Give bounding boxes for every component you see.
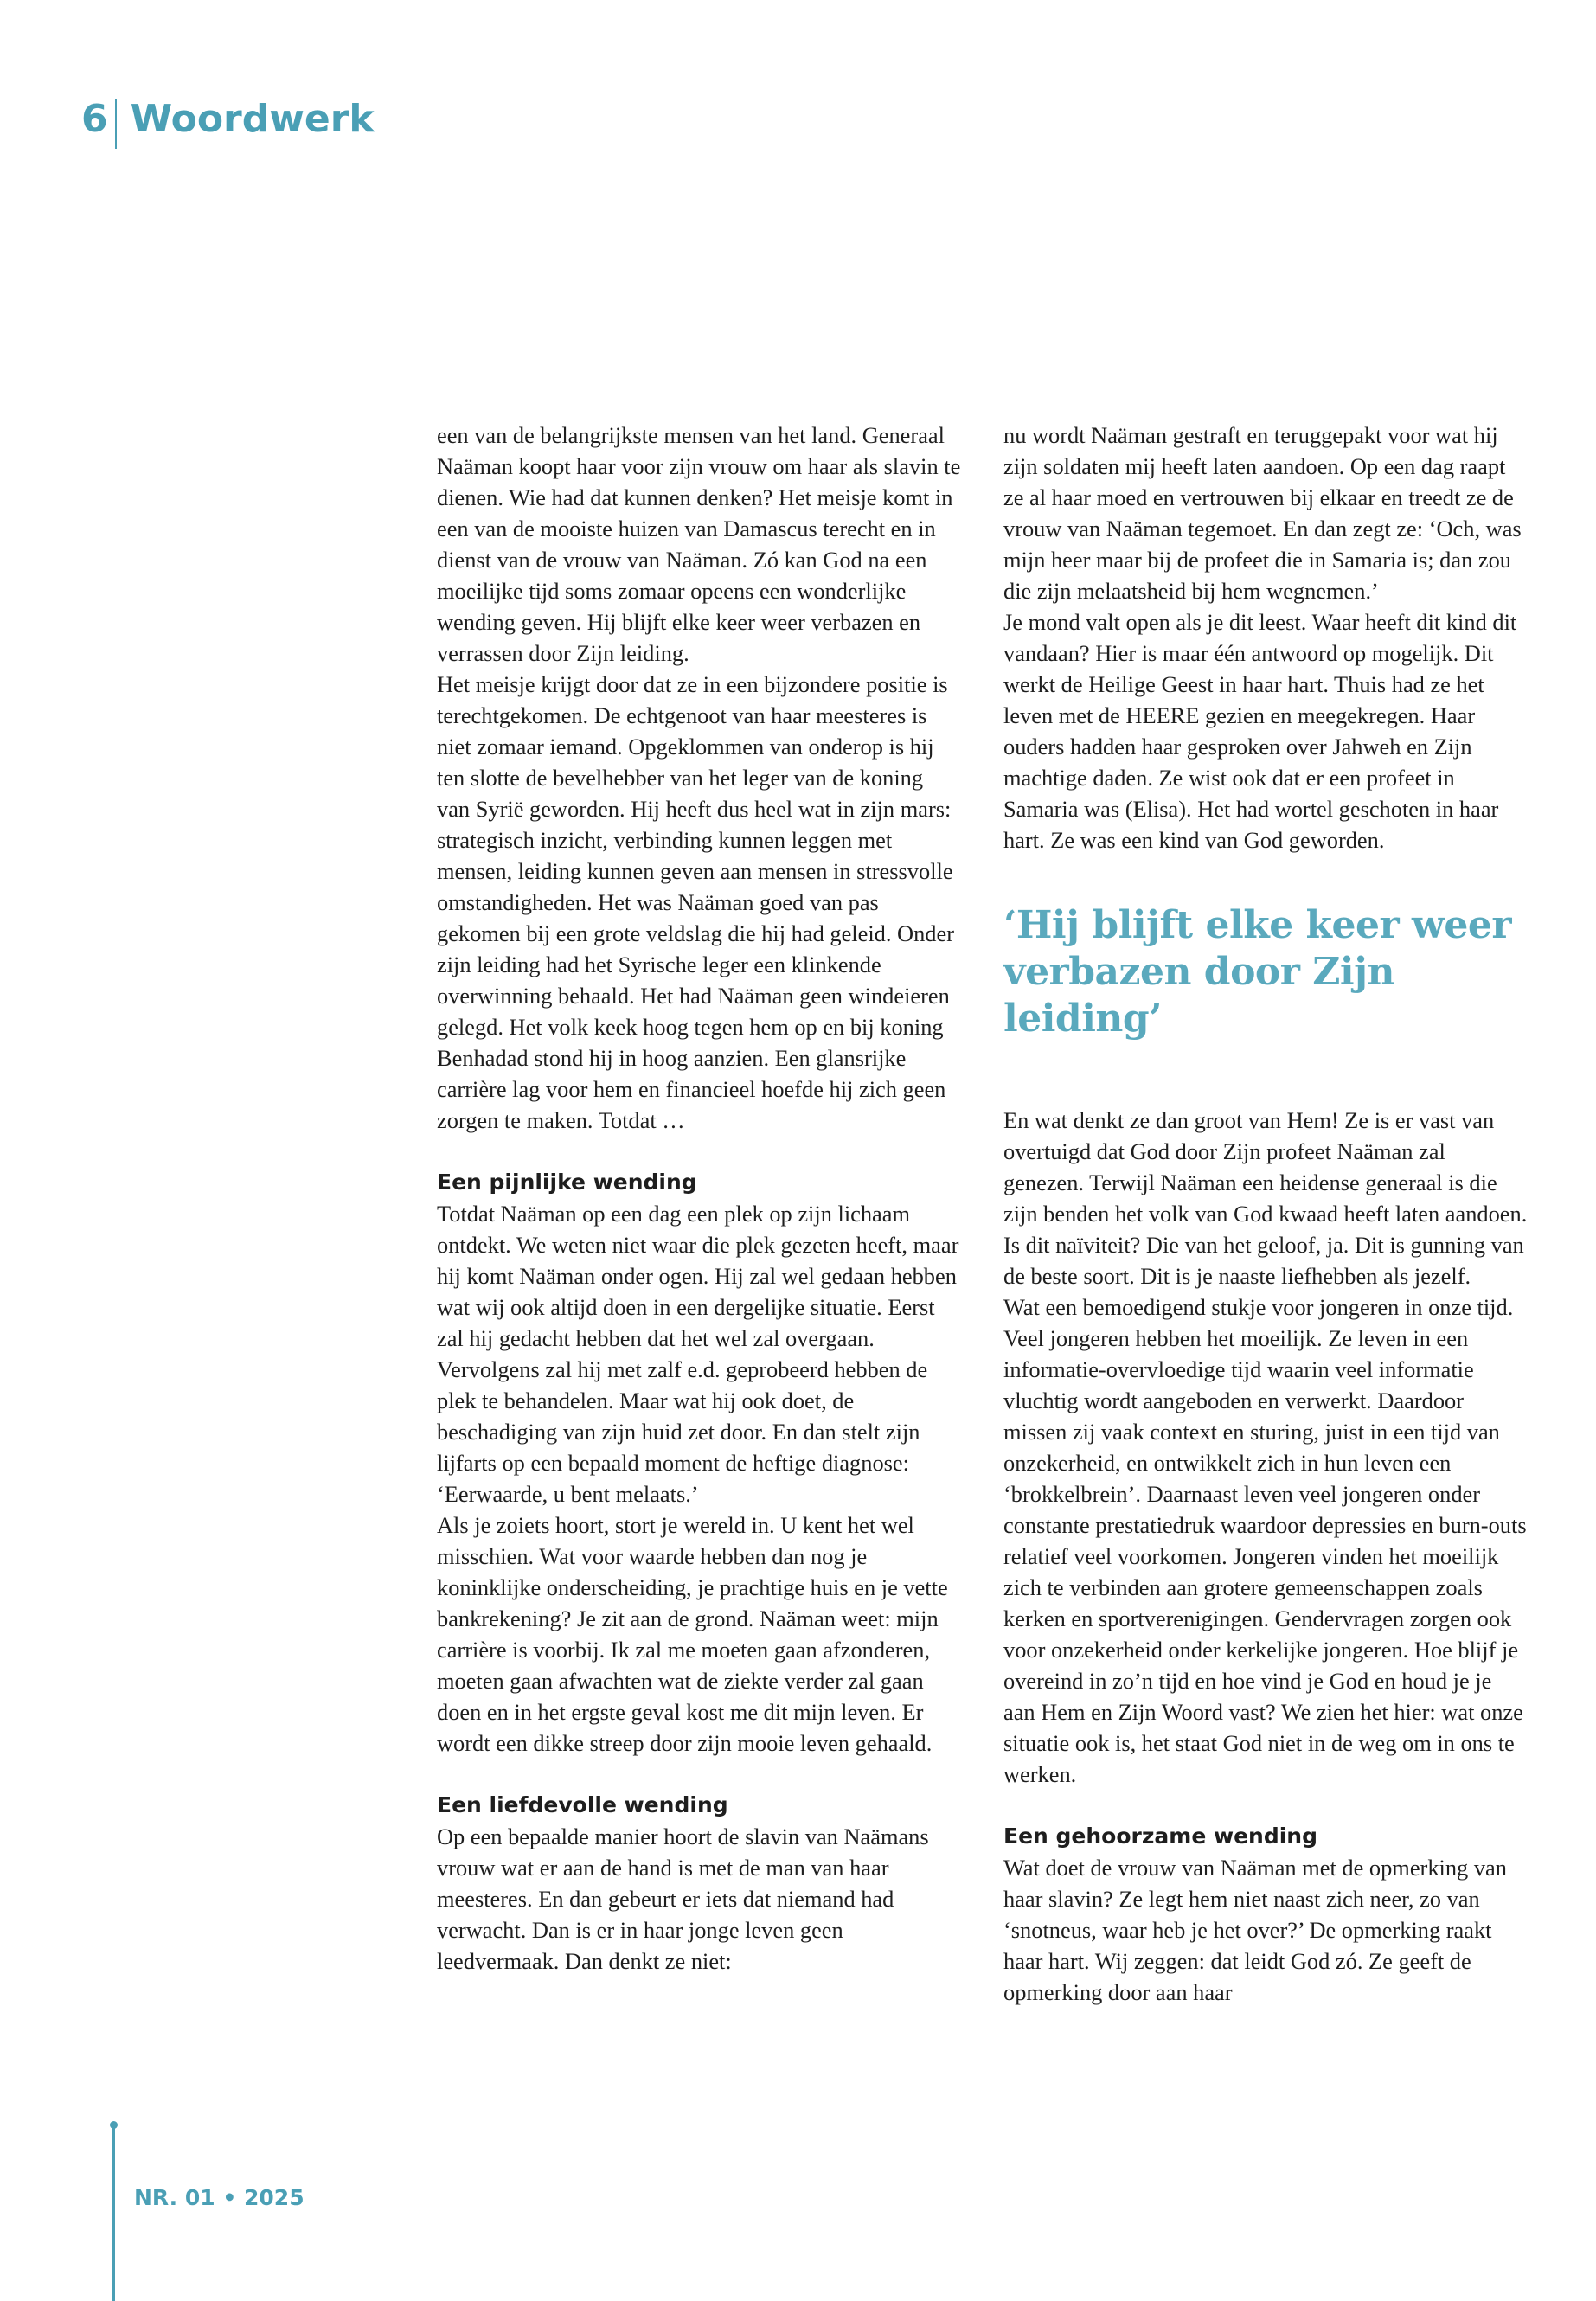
pull-quote: ‘Hij blijft elke keer weer verbazen door Zijn leiding’ <box>1003 903 1512 1041</box>
section-title: Woordwerk <box>130 97 375 141</box>
issue-number: NR. 01 • 2025 <box>134 2185 304 2210</box>
paragraph: Op een bepaalde manier hoort de slavin van Naämans vrouw wat er aan de hand is met de man van haar meesteres. En dan gebeurt er iets dat niemand had verwacht. Dan is er in haar jonge leven geen leedvermaak. Dan denkt ze niet: <box>437 1823 929 1974</box>
paragraph: een van de belangrijkste mensen van het land. Generaal Naäman koopt haar voor zijn vrouw om haar als slavin te dienen. Wie had dat kunnen denken? Het meisje komt in een van de mooiste huizen van Damascus terecht en in dienst van de vrouw van Naäman. Zó kan God na een moeilijke tijd soms zomaar opeens een wonderlijke wending geven. Hij blijft elke keer weer verbazen en verrassen door Zijn leiding. <box>437 422 961 666</box>
paragraph: Wat een bemoedigend stukje voor jongeren in onze tijd. Veel jongeren hebben het moeilijk. Ze leven in een informatie-overvloedige tijd waarin veel informatie vluchtig wordt aangeboden en verwerkt. Daardoor missen zij vaak context en sturing, juist in een tijd van onzekerheid, en ontwikkelt zich in hun leven een ‘brokkelbrein’. Daarnaast leven veel jongeren onder constante prestatiedruk waardoor depressies en burn-outs relatief veel voorkomen. Jongeren vinden het moeilijk zich te verbinden aan grotere gemeenschappen zoals kerken en sportverenigingen. Gendervragen zorgen ook voor onzekerheid onder kerkelijke jongeren. Hoe blijf je overeind in zo’n tijd en hoe vind je God en houd je je aan Hem en Zijn Woord vast? We zien het hier: wat onze situatie ook is, het staat God niet in de weg om in ons te werken. <box>1003 1294 1527 1787</box>
page-header <box>81 93 375 145</box>
subheading: Een pijnlijke wending <box>437 1170 697 1195</box>
paragraph: nu wordt Naäman gestraft en teruggepakt voor wat hij zijn soldaten mij heeft laten aandoen. Op een dag raapt ze al haar moed en vertrouwen bij elkaar en treedt ze de vrouw van Naäman tegemoet. En dan zegt ze: ‘Och, was mijn heer maar bij de profeet die in Samaria is; dan zou die zijn melaatsheid bij hem wegnemen.’ <box>1003 422 1522 604</box>
subheading: Een gehoorzame wending <box>1003 1823 1318 1849</box>
paragraph: Het meisje krijgt door dat ze in een bijzondere positie is terechtgekomen. De echtgenoot van haar meesteres is niet zomaar iemand. Opgeklommen van onderop is hij ten slotte de bevelhebber van het leger van de koning van Syrië geworden. Hij heeft dus heel wat in zijn mars: strategisch inzicht, verbinding kunnen leggen met mensen, leiding kunnen geven aan mensen in stressvolle omstandigheden. Het was Naäman goed van pas gekomen bij een grote veldslag die hij had geleid. Onder zijn leiding had het Syrische leger een klinkende overwinning behaald. Het had Naäman geen windeieren gelegd. Het volk keek hoog tegen hem op en bij koning Benhadad stond hij in hoog aanzien. Een glansrijke carrière lag voor hem en financieel hoefde hij zich geen zorgen te maken. Totdat … <box>437 671 955 1133</box>
paragraph: Wat doet de vrouw van Naäman met de opmerking van haar slavin? Ze legt hem niet naast zich neer, zo van ‘snotneus, waar heb je het over?’ De opmerking raakt haar hart. Wij zeggen: dat leidt God zó. Ze geeft de opmerking door aan haar <box>1003 1855 1507 2005</box>
paragraph: En wat denkt ze dan groot van Hem! Ze is er vast van overtuigd dat God door Zijn profeet Naäman zal genezen. Terwijl Naäman een heidense generaal is die zijn benden het volk van God kwaad heeft laten aandoen. Is dit naïviteit? Die van het geloof, ja. Dit is gunning van de beste soort. Dit is je naaste liefhebben als jezelf. <box>1003 1107 1528 1289</box>
page-number: 6 <box>81 97 108 141</box>
left-column <box>437 420 961 1977</box>
right-column <box>1003 420 1528 2008</box>
paragraph: Je mond valt open als je dit leest. Waar heeft dit kind dit vandaan? Hier is maar één antwoord op mogelijk. Dit werkt de Heilige Geest in haar hart. Thuis had ze het leven met de HEERE gezien en meegekregen. Haar ouders hadden haar gesproken over Jahweh en Zijn machtige daden. Ze wist ook dat er een profeet in Samaria was (Elisa). Het had wortel geschoten in haar hart. Ze was een kind van God geworden. <box>1003 609 1517 853</box>
paragraph: Totdat Naäman op een dag een plek op zijn lichaam ontdekt. We weten niet waar die plek gezeten heeft, maar hij komt Naäman onder ogen. Hij zal wel gedaan hebben wat wij ook altijd doen in een dergelijke situatie. Eerst zal hij gedacht hebben dat het wel zal overgaan. Vervolgens zal hij met zalf e.d. geprobeerd hebben de plek te behandelen. Maar wat hij ook doet, de beschadiging van zijn huid zet door. En dan stelt zijn lijfarts op een bepaald moment de heftige diagnose: ‘Eerwaarde, u bent melaats.’ <box>437 1201 959 1507</box>
header-divider <box>115 99 117 149</box>
footer-rule <box>112 2126 115 2301</box>
subheading: Een liefdevolle wending <box>437 1792 728 1817</box>
paragraph: Als je zoiets hoort, stort je wereld in. U kent het wel misschien. Wat voor waarde hebben dan nog je koninklijke onderscheiding, je prachtige huis en je vette bankrekening? Je zit aan de grond. Naäman weet: mijn carrière is voorbij. Ik zal me moeten gaan afzonderen, moeten gaan afwachten wat de ziekte verder zal gaan doen en in het ergste geval kost me dit mijn leven. Er wordt een dikke streep door zijn mooie leven gehaald. <box>437 1512 948 1756</box>
